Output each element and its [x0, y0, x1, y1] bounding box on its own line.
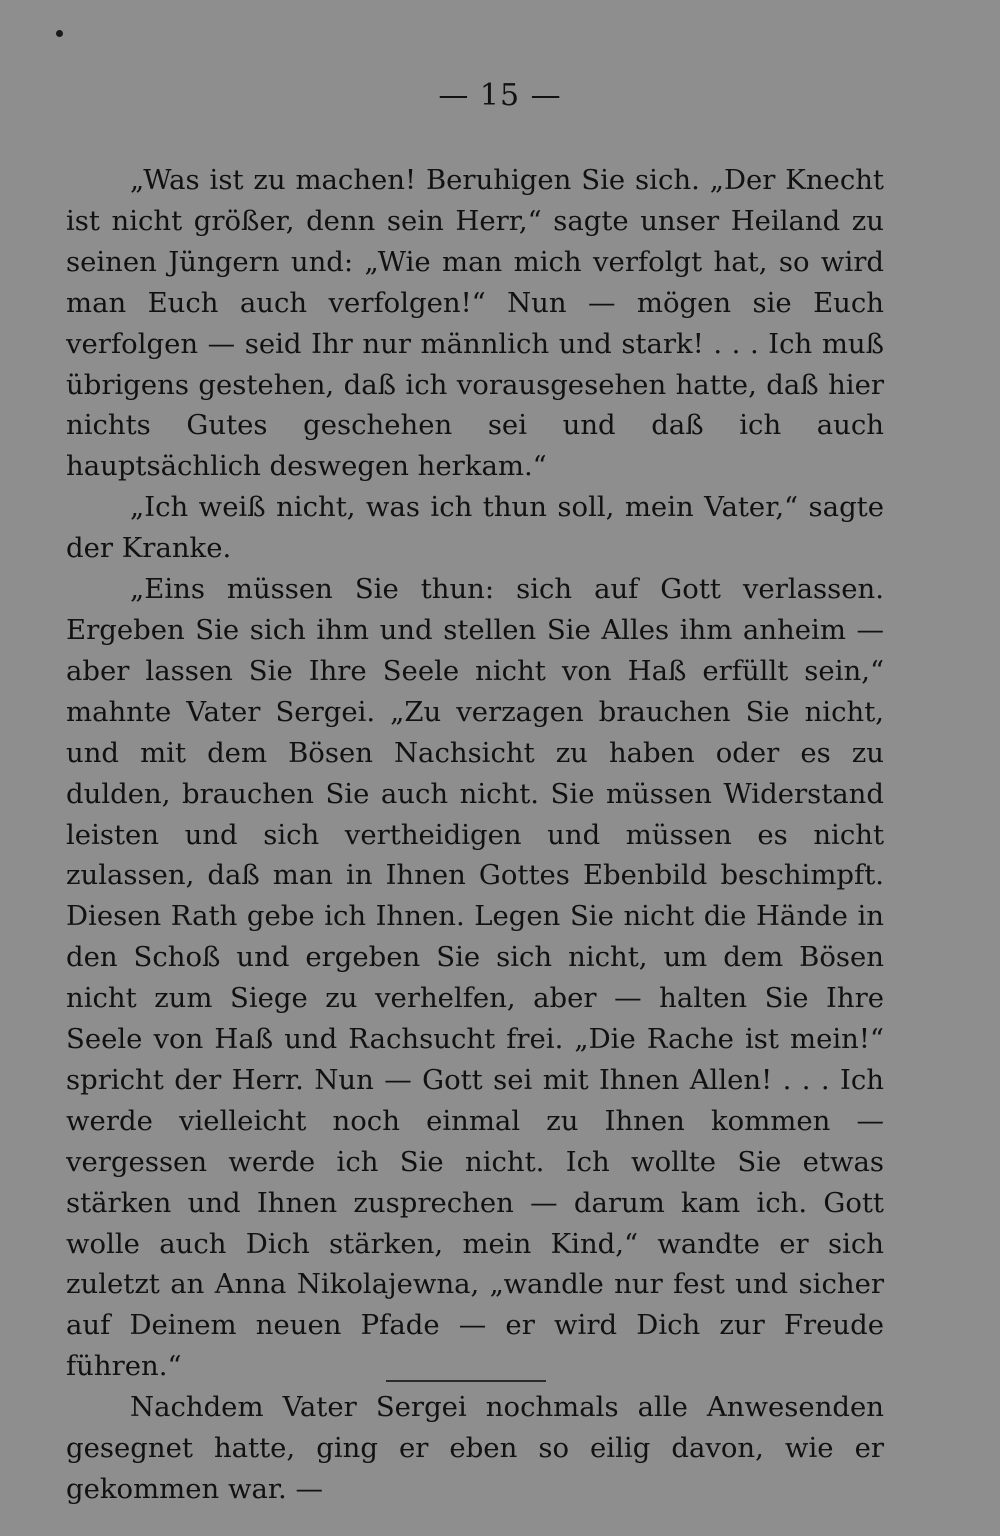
body-text	[66, 160, 884, 1510]
paragraph: „Was ist zu machen! Beruhigen Sie sich. „Der Knecht ist nicht größer, denn sein Herr,“ sagte unser Heiland zu seinen Jüngern und: „Wie man mich verfolgt hat, so wird man Euch auch verfolgen!“ Nun — mögen sie Euch verfolgen — seid Ihr nur männlich und stark! . . . Ich muß übrigens gestehen, daß ich vorausgesehen hatte, daß hier nichts Gutes geschehen sei und daß ich auch hauptsächlich deswegen herkam.“	[66, 164, 884, 483]
end-rule	[386, 1380, 546, 1382]
page-number: — 15 —	[438, 78, 562, 113]
paragraph: „Eins müssen Sie thun: sich auf Gott verlassen. Ergeben Sie sich ihm und stellen Sie Alles ihm anheim — aber lassen Sie Ihre Seele nicht von Haß erfüllt sein,“ mahnte Vater Sergei. „Zu verzagen brauchen Sie nicht, und mit dem Bösen Nachsicht zu haben oder es zu dulden, brauchen Sie auch nicht. Sie müssen Widerstand leisten und sich vertheidigen und müssen es nicht zulassen, daß man in Ihnen Gottes Ebenbild beschimpft. Diesen Rath gebe ich Ihnen. Legen Sie nicht die Hände in den Schoß und ergeben Sie sich nicht, um dem Bösen nicht zum Siege zu verhelfen, aber — halten Sie Ihre Seele von Haß und Rachsucht frei. „Die Rache ist mein!“ spricht der Herr. Nun — Gott sei mit Ihnen Allen! . . . Ich werde vielleicht noch einmal zu Ihnen kommen — vergessen werde ich Sie nicht. Ich wollte Sie etwas stärken und Ihnen zusprechen — darum kam ich. Gott wolle auch Dich stärken, mein Kind,“ wandte er sich zuletzt an Anna Nikolajewna, „wandle nur fest und sicher auf Deinem neuen Pfade — er wird Dich zur Freude führen.“	[66, 573, 884, 1383]
paragraph: Nachdem Vater Sergei nochmals alle Anwesenden gesegnet hatte, ging er eben so eilig davon, wie er gekommen war. —	[66, 1391, 884, 1505]
ink-speck	[56, 30, 63, 37]
paragraph: „Ich weiß nicht, was ich thun soll, mein Vater,“ sagte der Kranke.	[66, 491, 884, 565]
